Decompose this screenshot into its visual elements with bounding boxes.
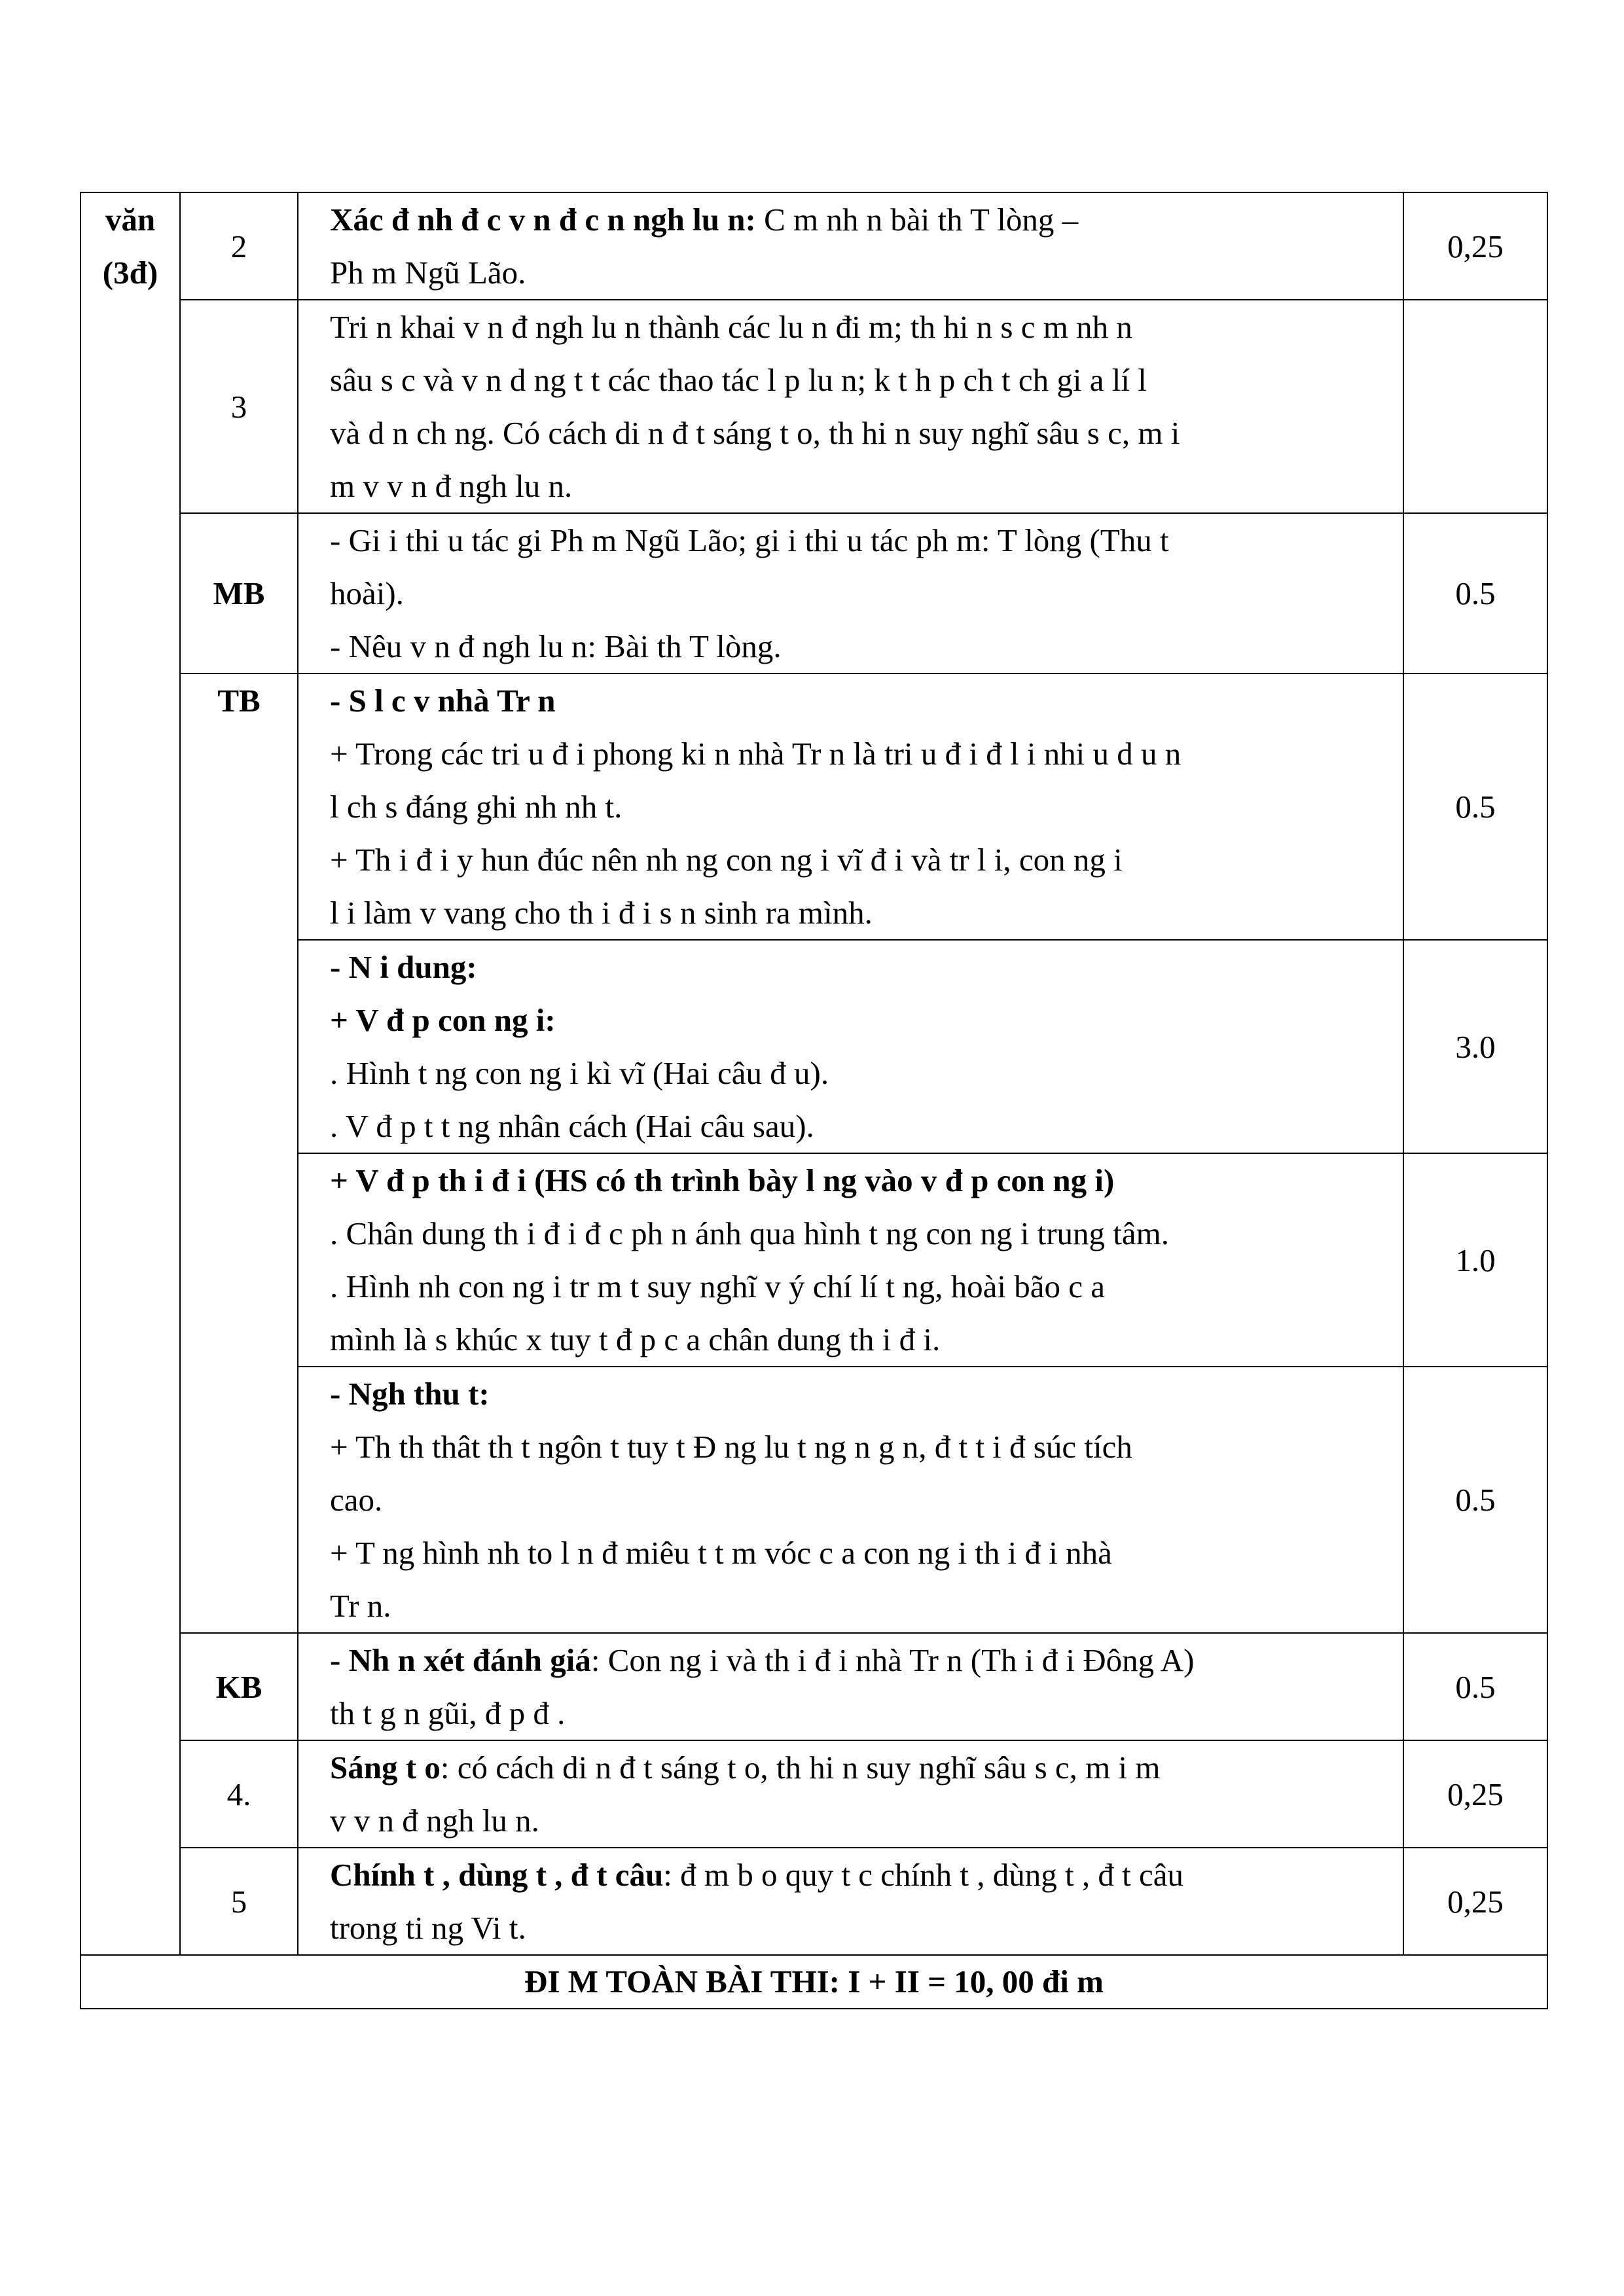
- score-cell: 0.5: [1403, 1633, 1547, 1740]
- criterion-text: v v n đ ngh lu n.: [330, 1803, 539, 1839]
- criterion-text: . V đ p t t ng nhân cách (Hai câu sau).: [330, 1108, 814, 1144]
- score-cell: 1.0: [1403, 1153, 1547, 1367]
- table-row: [81, 192, 1547, 300]
- score-cell: 0.5: [1403, 673, 1547, 940]
- grading-table-page: [80, 192, 1548, 2009]
- criterion-cell: [298, 1740, 1403, 1848]
- criterion-text: + Th th thât th t ngôn t tuy t Đ ng lu t ng n g n, đ t t i đ súc tích: [330, 1429, 1132, 1465]
- table-row: [81, 1367, 1547, 1633]
- criterion-cell: [298, 1367, 1403, 1633]
- criterion-cell: [298, 1848, 1403, 1955]
- score-cell: 3.0: [1403, 940, 1547, 1153]
- criterion-text: th t g n gũi, đ p đ .: [330, 1695, 566, 1731]
- criterion-text: l ch s đáng ghi nh nh t.: [330, 789, 623, 825]
- section-points: (3đ): [102, 255, 158, 291]
- table-row: [81, 300, 1547, 513]
- criterion-text: + T ng hình nh to l n đ miêu t t m vóc c a con ng i th i đ i nhà: [330, 1535, 1112, 1571]
- criterion-text: : có cách di n đ t sáng t o, th hi n suy nghĩ sâu s c, m i m: [440, 1749, 1161, 1785]
- table-row: [81, 1955, 1547, 2009]
- criterion-heading: - Ngh thu t:: [330, 1376, 490, 1412]
- row-number: 3: [180, 300, 298, 513]
- row-number: 2: [180, 192, 298, 300]
- criterion-text: cao.: [330, 1482, 383, 1518]
- criterion-cell: [298, 1153, 1403, 1367]
- criterion-text: hoài).: [330, 575, 404, 611]
- table-row: [81, 513, 1547, 673]
- criterion-text: và d n ch ng. Có cách di n đ t sáng t o, th hi n suy nghĩ sâu s c, m i: [330, 415, 1180, 451]
- section-label: văn: [105, 202, 156, 238]
- criterion-text: + Th i đ i y hun đúc nên nh ng con ng i vĩ đ i và tr l i, con ng i: [330, 842, 1123, 878]
- table-row: [81, 1740, 1547, 1848]
- criterion-cell: [298, 940, 1403, 1153]
- criterion-heading: - N i dung:: [330, 949, 477, 985]
- row-number: 4.: [180, 1740, 298, 1848]
- score-cell: [1403, 300, 1547, 513]
- criterion-subheading: + V đ p con ng i:: [330, 1002, 556, 1038]
- criterion-text: . Hình nh con ng i tr m t suy nghĩ v ý chí lí t ng, hoài bão c a: [330, 1268, 1106, 1304]
- score-cell: 0.5: [1403, 1367, 1547, 1633]
- criterion-text: l i làm v vang cho th i đ i s n sinh ra mình.: [330, 895, 873, 931]
- table-row: [81, 673, 1547, 940]
- table-row: [81, 1153, 1547, 1367]
- table-row: [81, 940, 1547, 1153]
- row-label: MB: [180, 513, 298, 673]
- criterion-text: m v v n đ ngh lu n.: [330, 468, 573, 504]
- criterion-text: . Chân dung th i đ i đ c ph n ánh qua hình t ng con ng i trung tâm.: [330, 1215, 1170, 1251]
- criterion-text: : đ m b o quy t c chính t , dùng t , đ t câu: [663, 1857, 1184, 1893]
- criterion-text: Tr n.: [330, 1588, 391, 1624]
- criterion-text: sâu s c và v n d ng t t các thao tác l p lu n; k t h p ch t ch gi a lí l: [330, 362, 1147, 398]
- criterion-cell: [298, 300, 1403, 513]
- grading-table: [80, 192, 1548, 2009]
- criterion-text: - Gi i thi u tác gi Ph m Ngũ Lão; gi i thi u tác ph m: T lòng (Thu t: [330, 522, 1169, 558]
- criterion-heading: + V đ p th i đ i (HS có th trình bày l ng vào v đ p con ng i): [330, 1162, 1115, 1198]
- score-cell: 0,25: [1403, 1848, 1547, 1955]
- criterion-cell: [298, 513, 1403, 673]
- criterion-text: Ph m Ngũ Lão.: [330, 255, 526, 291]
- criterion-text: + Trong các tri u đ i phong ki n nhà Tr n là tri u đ i đ l i nhi u d u n: [330, 736, 1182, 772]
- criterion-heading: Chính t , dùng t , đ t câu: [330, 1857, 664, 1893]
- criterion-text: C m nh n bài th T lòng –: [764, 202, 1079, 238]
- criterion-heading: Xác đ nh đ c v n đ c n ngh lu n:: [330, 202, 756, 238]
- criterion-heading: - S l c v nhà Tr n: [330, 683, 556, 719]
- criterion-text: . Hình t ng con ng i kì vĩ (Hai câu đ u).: [330, 1055, 829, 1091]
- criterion-heading: - Nh n xét đánh giá: [330, 1642, 591, 1678]
- table-row: [81, 1848, 1547, 1955]
- total-score: ĐI M TOÀN BÀI THI: I + II = 10, 00 đi m: [81, 1955, 1547, 2009]
- score-cell: 0,25: [1403, 1740, 1547, 1848]
- score-cell: 0.5: [1403, 513, 1547, 673]
- criterion-heading: Sáng t o: [330, 1749, 441, 1785]
- row-label: KB: [180, 1633, 298, 1740]
- criterion-text: - Nêu v n đ ngh lu n: Bài th T lòng.: [330, 628, 782, 664]
- criterion-text: Tri n khai v n đ ngh lu n thành các lu n đi m; th hi n s c m nh n: [330, 309, 1132, 345]
- criterion-text: trong ti ng Vi t.: [330, 1910, 526, 1946]
- criterion-cell: [298, 192, 1403, 300]
- criterion-cell: [298, 1633, 1403, 1740]
- criterion-text: mình là s khúc x tuy t đ p c a chân dung th i đ i.: [330, 1321, 941, 1357]
- section-cell: [81, 192, 180, 1955]
- row-label: TB: [180, 673, 298, 1633]
- criterion-text: : Con ng i và th i đ i nhà Tr n (Th i đ i Đông A): [590, 1642, 1195, 1678]
- criterion-cell: [298, 673, 1403, 940]
- table-row: [81, 1633, 1547, 1740]
- score-cell: 0,25: [1403, 192, 1547, 300]
- row-number: 5: [180, 1848, 298, 1955]
